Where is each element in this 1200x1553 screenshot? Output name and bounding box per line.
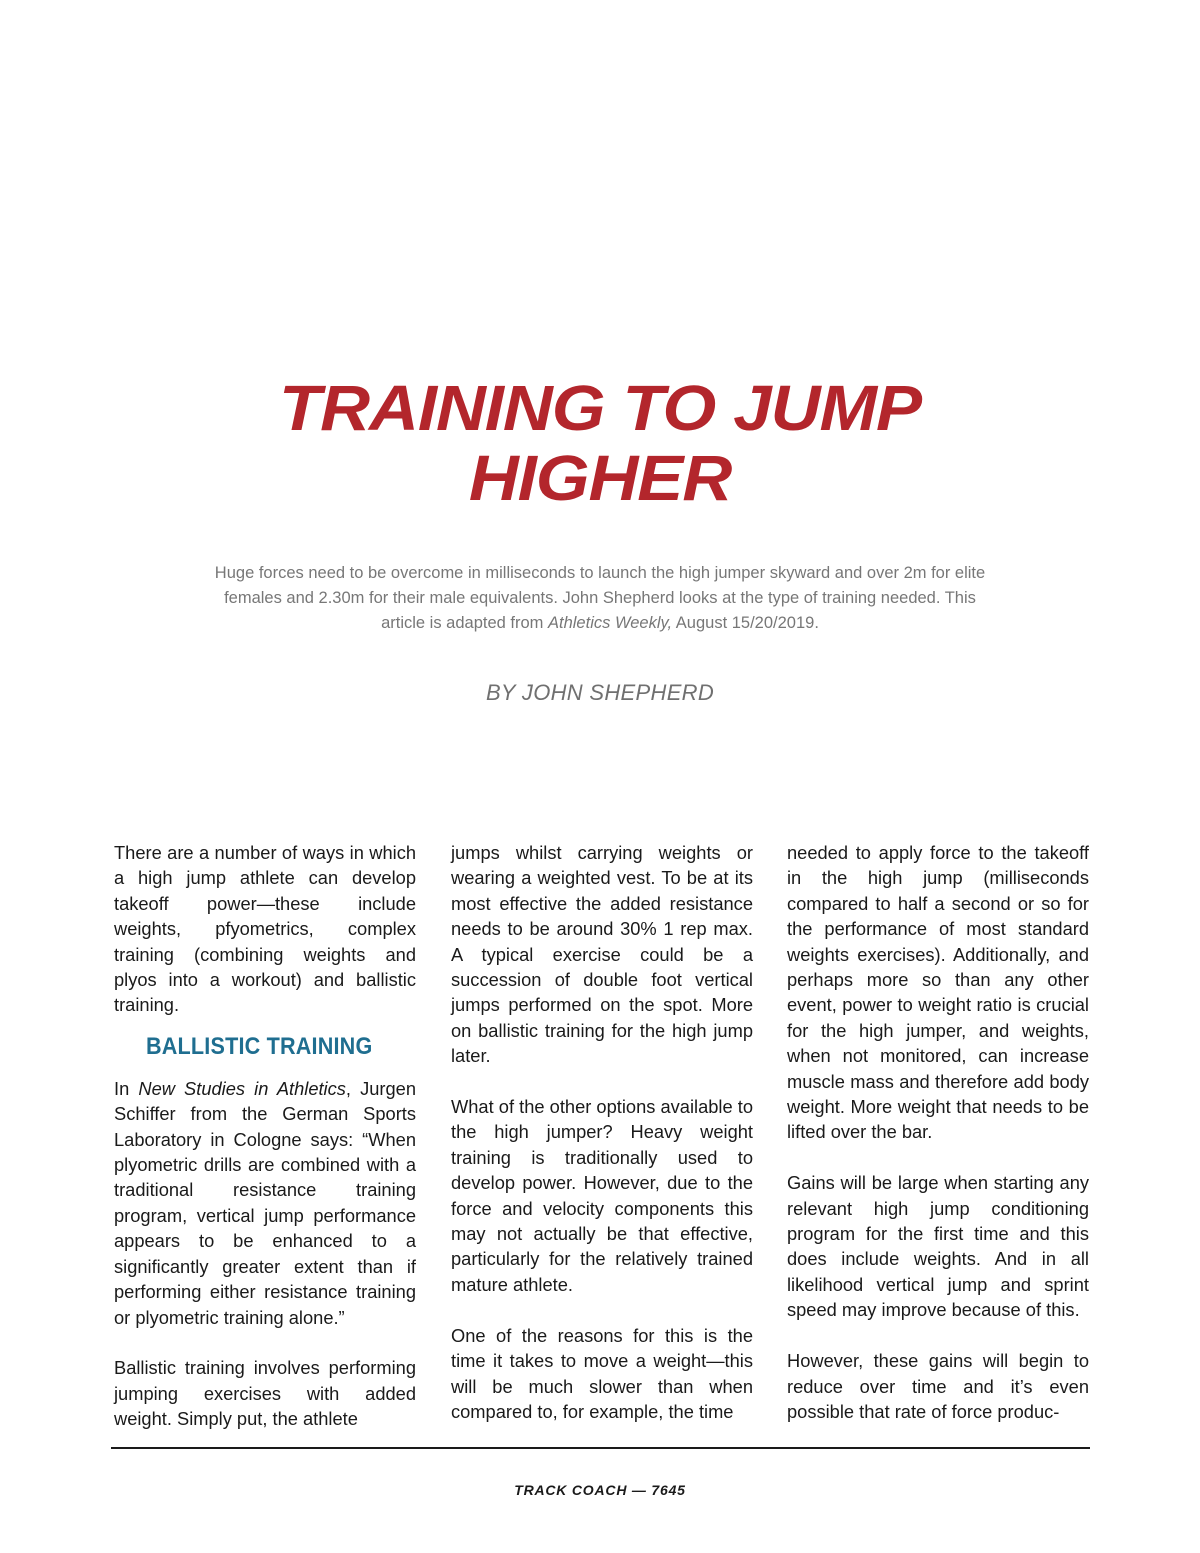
article-title-line-1: TRAINING TO JUMP [279,371,921,444]
byline: BY JOHN SHEPHERD [485,680,715,705]
paragraph: What of the other options available to the high jumper? Heavy weight training is traditionally used to develop power. However, due to the force and velocity components this may not actually be that effective, particularly for the relatively trained mature athlete. [451,1096,753,1295]
paragraph: However, these gains will begin to reduce over time and it’s even possible that rate of force produc- [787,1350,1089,1422]
deck-date: August 15/20/2019. [672,614,819,632]
paragraph: One of the reasons for this is the time it takes to move a weight—this will be much slower than when compared to, for example, the time [451,1324,753,1422]
paragraph [114,1076,416,1330]
article-title-line-2: HIGHER [468,441,732,514]
deck-text: Huge forces need to be overcome in milliseconds to launch the high jumper skyward and over 2m for elite females and 2.30m for their male equivalents. John Shepherd looks at the type of training needed. This article is adapted from [214,564,986,632]
paragraph: jumps whilst carrying weights or wearing a weighted vest. To be at its most effective the added resistance needs to be around 30% 1 rep max. A typical exercise could be a succession of double foot vertical jumps performed on the spot. More on ballistic training for the high jump later. [451,842,753,1067]
paragraph: Ballistic training involves performing jumping exercises with added weight. Simply put, the athlete [114,1357,416,1430]
publication-title: New Studies in Athletics [138,1077,346,1099]
body-column-1 [114,840,416,1432]
body-column-2 [451,840,753,1424]
deck-source: Athletics Weekly, [548,614,673,632]
paragraph-text: In [114,1077,139,1099]
paragraph: There are a number of ways in which a high jump athlete can develop takeoff power—these include weights, pfyometrics, complex training (combining weights and plyos into a workout) and ballistic training. [114,842,416,1016]
footer-rule [111,1447,1090,1449]
body-column-3 [787,840,1089,1424]
section-heading: BALLISTIC TRAINING [146,1032,373,1060]
page-footer: TRACK COACH — 7645 [514,1482,686,1498]
article-deck [200,561,1000,636]
paragraph: Gains will be large when starting any relevant high jump conditioning program for the first time and this does include weights. And in all likelihood vertical jump and sprint speed may improve because of this. [787,1172,1089,1321]
paragraph-text: , Jurgen Schiffer from the German Sports Laboratory in Cologne says: “When plyometric drills are combined with a traditional resistance training program, vertical jump performance appears to be enhanced to a significantly greater extent than if performing either resistance training or plyometric training alone.” [114,1077,416,1328]
article-title [0,373,1200,513]
paragraph: needed to apply force to the takeoff in the high jump (milliseconds compared to half a second or so for the performance of most standard weights exercises). Additionally, and perhaps more so than any other event, power to weight ratio is crucial for the high jumper, and weights, when not monitored, can increase muscle mass and therefore add body weight. More weight that needs to be lifted over the bar. [787,842,1089,1143]
